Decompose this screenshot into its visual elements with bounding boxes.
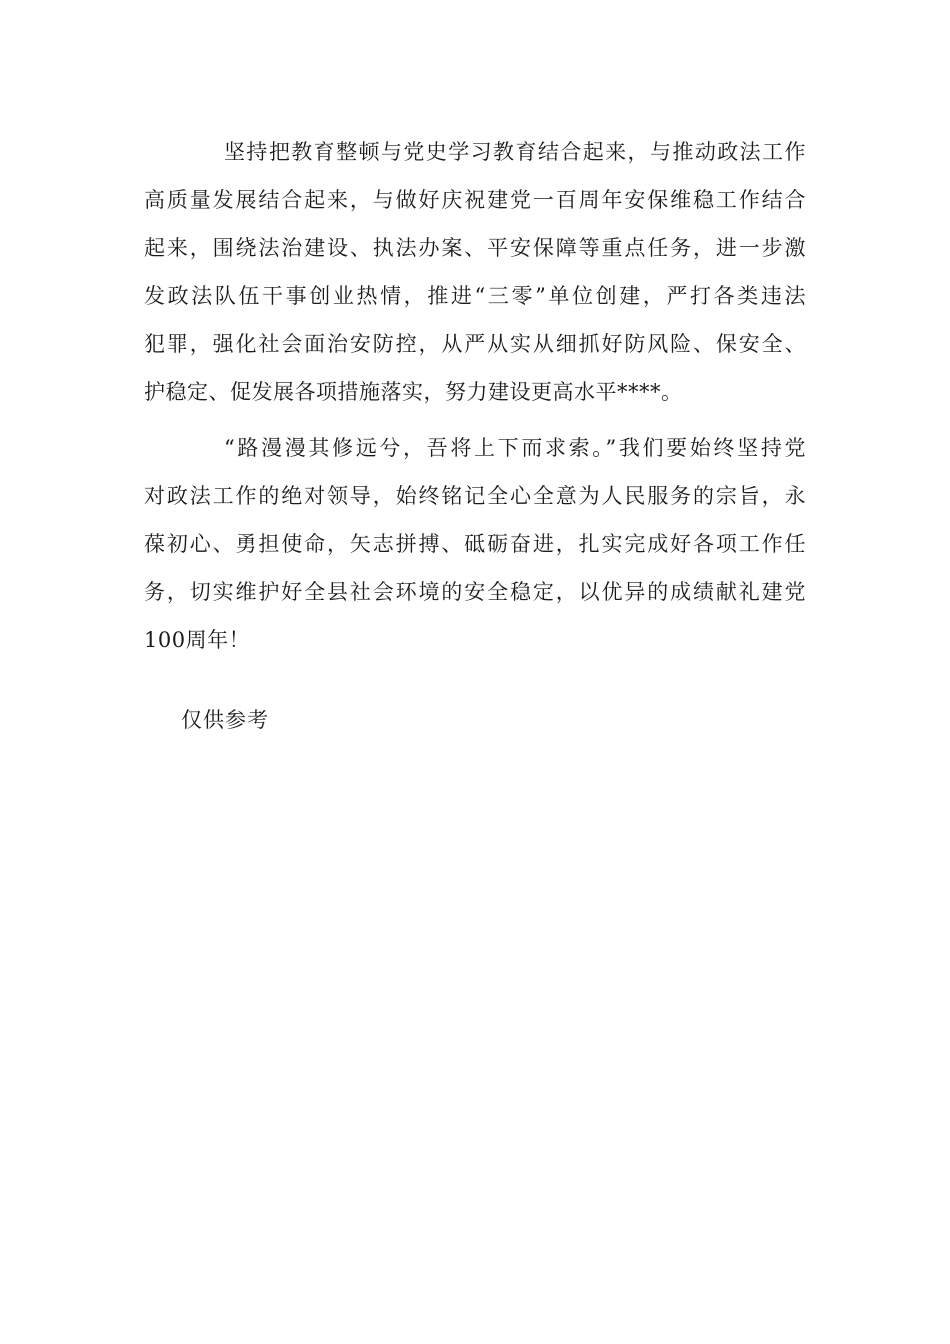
paragraph-line: 犯罪，强化社会面治安防控，从严从实从细抓好防风险、保安全、 (144, 332, 806, 356)
paragraph-1 (144, 128, 806, 416)
paragraph-line: 务，切实维护好全县社会环境的安全稳定，以优异的成绩献礼建党 (144, 580, 806, 604)
reference-note: 仅供参考 (181, 708, 269, 732)
paragraph-line: 护稳定、促发展各项措施落实，努力建设更高水平****。 (144, 380, 683, 404)
paragraph-line: 坚持把教育整顿与党史学习教育结合起来，与推动政法工作 (224, 140, 806, 164)
paragraph-line: 发政法队伍干事创业热情，推进“三零”单位创建，严打各类违法 (144, 284, 806, 308)
paragraph-line: “路漫漫其修远兮，吾将上下而求索。”我们要始终坚持党 (224, 436, 806, 460)
paragraph-line: 100周年！ (144, 628, 251, 652)
document-body (144, 128, 806, 664)
paragraph-line: 葆初心、勇担使命，矢志拼搏、砥砺奋进，扎实完成好各项工作任 (144, 532, 806, 556)
paragraph-line: 起来，围绕法治建设、执法办案、平安保障等重点任务，进一步激 (144, 236, 806, 260)
paragraph-line: 高质量发展结合起来，与做好庆祝建党一百周年安保维稳工作结合 (144, 188, 806, 212)
paragraph-2 (144, 424, 806, 664)
paragraph-line: 对政法工作的绝对领导，始终铭记全心全意为人民服务的宗旨，永 (144, 484, 806, 508)
